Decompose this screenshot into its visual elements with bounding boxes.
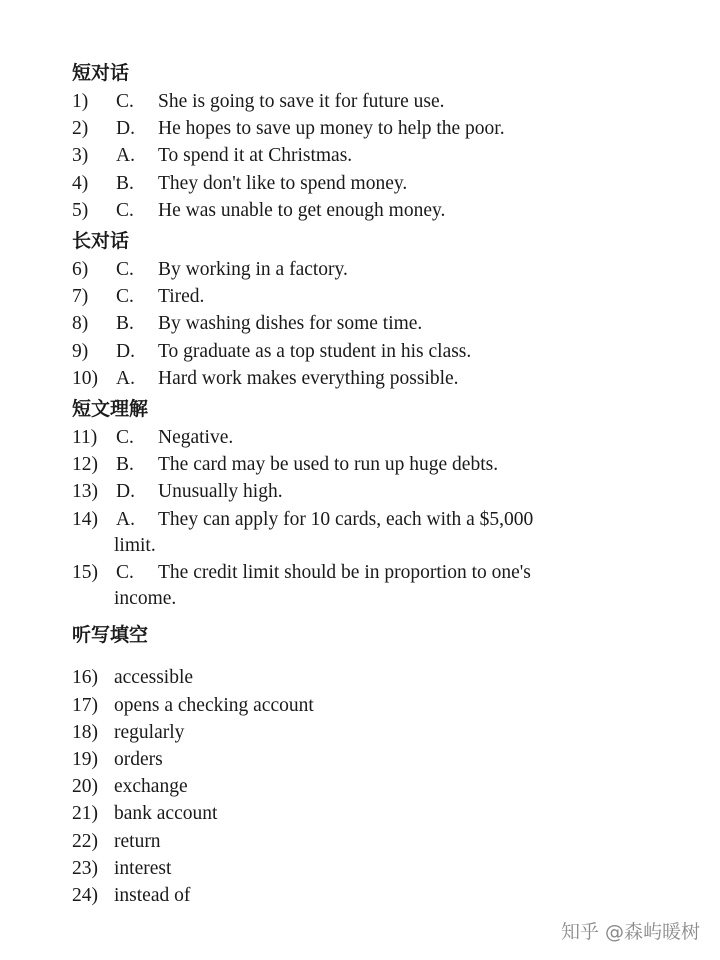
list-item: [72, 142, 672, 169]
list-item: [72, 88, 672, 115]
item-answer: A.: [116, 367, 135, 389]
item-text: Tired.: [158, 286, 205, 308]
item-number: 8): [72, 313, 89, 335]
list-item: [72, 283, 672, 310]
item-text: bank account: [114, 803, 218, 825]
list-item: [72, 310, 672, 337]
item-answer: C.: [116, 286, 134, 308]
list-item: [72, 773, 672, 800]
item-number: 22): [72, 830, 98, 852]
item-text: regularly: [114, 721, 185, 743]
item-number: 16): [72, 667, 98, 689]
item-number: 23): [72, 857, 98, 879]
item-number: 1): [72, 91, 89, 112]
list-item: [72, 882, 672, 909]
item-answer: A.: [116, 508, 135, 530]
item-number: 5): [72, 199, 89, 221]
list-item: [72, 256, 672, 283]
item-text: The credit limit should be in proportion to one's: [158, 562, 531, 584]
item-answer: D.: [116, 481, 135, 503]
item-number: 13): [72, 481, 98, 503]
item-text: exchange: [114, 776, 188, 798]
item-number: 2): [72, 118, 89, 140]
item-number: 14): [72, 508, 98, 530]
dictation-list: [72, 664, 672, 909]
item-answer: C.: [116, 562, 134, 584]
list-item: [72, 506, 672, 533]
item-text: return: [114, 830, 161, 852]
item-text: orders: [114, 749, 163, 771]
item-text: To graduate as a top student in his class.: [158, 340, 472, 362]
item-number: 21): [72, 803, 98, 825]
item-number: 15): [72, 562, 98, 584]
passage-list: [72, 424, 672, 612]
list-item: [72, 855, 672, 882]
item-text: He hopes to save up money to help the poor.: [158, 118, 505, 140]
item-answer: C.: [116, 91, 134, 112]
item-text: She is going to save it for future use.: [158, 91, 445, 112]
list-item: [72, 800, 672, 827]
section-title-short: 短对话: [72, 62, 130, 84]
item-number: 12): [72, 454, 98, 476]
short-list: [72, 88, 672, 224]
item-text: He was unable to get enough money.: [158, 199, 446, 221]
list-item: [72, 115, 672, 142]
item-text: opens a checking account: [114, 694, 314, 716]
item-text: The card may be used to run up huge debts.: [158, 454, 499, 476]
item-answer: D.: [116, 118, 135, 140]
item-continuation: income.: [114, 588, 177, 610]
list-item: [72, 746, 672, 773]
list-item: [72, 451, 672, 478]
item-number: 17): [72, 694, 98, 716]
item-answer: C.: [116, 259, 134, 281]
item-text: instead of: [114, 885, 191, 907]
list-item: [72, 478, 672, 505]
item-number: 24): [72, 885, 98, 907]
item-number: 9): [72, 340, 89, 362]
item-number: 19): [72, 749, 98, 771]
item-number: 6): [72, 259, 89, 281]
item-number: 3): [72, 145, 89, 167]
item-text: Unusually high.: [158, 481, 283, 503]
list-item: [72, 828, 672, 855]
item-text: accessible: [114, 667, 194, 689]
item-answer: A.: [116, 145, 135, 167]
long-list: [72, 256, 672, 392]
item-continuation: limit.: [114, 534, 156, 556]
answer-key-page: [72, 58, 672, 909]
item-text: They can apply for 10 cards, each with a $5,000: [158, 508, 534, 530]
item-number: 20): [72, 776, 98, 798]
item-text: By washing dishes for some time.: [158, 313, 423, 335]
item-text: Hard work makes everything possible.: [158, 367, 459, 389]
item-answer: C.: [116, 427, 134, 449]
item-number: 10): [72, 367, 98, 389]
item-text: They don't like to spend money.: [158, 172, 408, 194]
list-item: [72, 424, 672, 451]
section-title-passage: 短文理解: [72, 398, 149, 421]
list-item: [72, 664, 672, 691]
watermark: 知乎 @森屿暖树: [560, 921, 700, 943]
item-number: 18): [72, 721, 98, 743]
item-number: 11): [72, 427, 98, 449]
item-answer: B.: [116, 172, 134, 194]
item-text: interest: [114, 857, 172, 879]
list-item: [72, 338, 672, 365]
list-item: [72, 170, 672, 197]
list-item: [72, 719, 672, 746]
list-item: [72, 365, 672, 392]
list-item: [72, 559, 672, 586]
item-text: By working in a factory.: [158, 259, 348, 281]
item-answer: D.: [116, 340, 135, 362]
item-answer: B.: [116, 454, 134, 476]
section-title-long: 长对话: [72, 230, 130, 253]
item-answer: B.: [116, 313, 134, 335]
item-text: Negative.: [158, 427, 234, 449]
list-item: [72, 197, 672, 224]
item-number: 4): [72, 172, 89, 194]
item-number: 7): [72, 286, 89, 308]
item-text: To spend it at Christmas.: [158, 145, 353, 167]
item-answer: C.: [116, 199, 134, 221]
section-title-dictation: 听写填空: [72, 624, 149, 647]
list-item: [72, 692, 672, 719]
